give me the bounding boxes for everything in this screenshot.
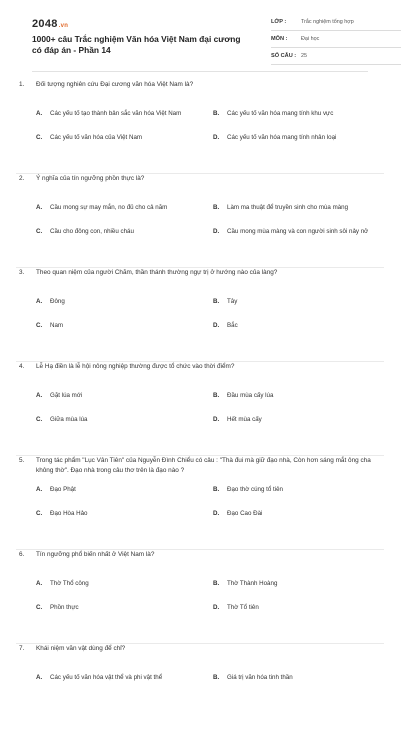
- logo-main: 2048: [32, 18, 58, 30]
- answer-option-d[interactable]: [213, 314, 384, 338]
- answer-option-b[interactable]: [213, 478, 384, 502]
- option-text: Đạo Hòa Hảo: [50, 510, 88, 518]
- answer-options: [16, 572, 384, 620]
- question-body: Tín ngưỡng phổ biến nhất ở Việt Nam là?: [36, 551, 155, 558]
- option-text: Cầu cho đông con, nhiều cháu: [50, 228, 134, 236]
- answer-options: [16, 666, 384, 690]
- option-letter: A.: [36, 392, 43, 400]
- answer-option-a[interactable]: [36, 384, 207, 408]
- answer-option-b[interactable]: [213, 384, 384, 408]
- answer-option-d[interactable]: [213, 408, 384, 432]
- option-letter: A.: [36, 110, 43, 118]
- answer-option-c[interactable]: [36, 126, 207, 150]
- answer-options: [16, 478, 384, 526]
- answer-option-d[interactable]: [213, 220, 384, 244]
- option-letter: D.: [213, 322, 220, 330]
- option-text: Đông: [50, 298, 65, 306]
- answer-option-b[interactable]: [213, 666, 384, 690]
- answer-option-c[interactable]: [36, 502, 207, 526]
- question-body: Ý nghĩa của tín ngưỡng phồn thực là?: [36, 175, 145, 182]
- question-body: Trong tác phẩm "Lục Vân Tiên" của Nguyễn Đình Chiểu có câu : "Thà đui mà giữ đạo nhà, Còn hơn sáng mắt ông cha không thờ". Đạo nhà trong câu thơ trên là đạo nào ?: [36, 457, 371, 474]
- option-letter: C.: [36, 604, 43, 612]
- option-text: Các yếu tố văn hóa vật thể và phi vật thể: [50, 674, 163, 682]
- answer-option-a[interactable]: [36, 478, 207, 502]
- option-letter: A.: [36, 580, 43, 588]
- question-body: Đối tượng nghiên cứu Đại cương văn hóa Việt Nam là?: [36, 81, 194, 88]
- option-letter: D.: [213, 510, 220, 518]
- question-number: 4.: [19, 363, 25, 370]
- answer-options: [16, 290, 384, 338]
- option-letter: B.: [213, 580, 220, 588]
- option-text: Các yếu tố văn hóa mang tính khu vực: [227, 110, 334, 118]
- option-text: Thờ Thổ công: [50, 580, 89, 588]
- document-title: 1000+ câu Trắc nghiệm Văn hóa Việt Nam đại cương có đáp án - Phần 14: [32, 34, 241, 55]
- question-text: [16, 80, 384, 100]
- option-letter: B.: [213, 486, 220, 494]
- answer-options: [16, 384, 384, 432]
- option-letter: A.: [36, 298, 43, 306]
- question-item: [16, 550, 384, 644]
- option-text: Đạo Cao Đài: [227, 510, 263, 518]
- option-text: Nam: [50, 322, 64, 330]
- option-text: Hết mùa cấy: [227, 416, 262, 424]
- option-text: Giữa mùa lúa: [50, 416, 88, 424]
- answer-option-c[interactable]: [36, 220, 207, 244]
- meta-row-subject: [271, 31, 401, 48]
- question-text: [16, 174, 384, 194]
- option-letter: C.: [36, 416, 43, 424]
- question-text: [16, 644, 384, 664]
- option-letter: C.: [36, 510, 43, 518]
- question-item: [16, 456, 384, 550]
- answer-option-b[interactable]: [213, 196, 384, 220]
- question-number: 6.: [19, 551, 25, 558]
- option-text: Các yếu tố tạo thành bản sắc văn hóa Việt Nam: [50, 110, 182, 118]
- answer-option-a[interactable]: [36, 290, 207, 314]
- option-letter: A.: [36, 486, 43, 494]
- answer-option-c[interactable]: [36, 596, 207, 620]
- question-number: 7.: [19, 645, 25, 652]
- option-letter: C.: [36, 228, 43, 236]
- answer-option-c[interactable]: [36, 314, 207, 338]
- option-letter: B.: [213, 204, 220, 212]
- question-number: 1.: [19, 81, 25, 88]
- option-letter: D.: [213, 416, 220, 424]
- option-text: Cầu mong mùa màng và con người sinh sôi nảy nở: [227, 228, 369, 236]
- option-text: Đạo Phật: [50, 486, 76, 494]
- option-letter: D.: [213, 228, 220, 236]
- option-letter: A.: [36, 674, 43, 682]
- option-letter: D.: [213, 134, 220, 142]
- question-text: [16, 550, 384, 570]
- meta-row-class: [271, 14, 401, 31]
- answer-options: [16, 196, 384, 244]
- answer-option-b[interactable]: [213, 290, 384, 314]
- meta-label: MÔN :: [271, 36, 288, 42]
- question-text: [16, 268, 384, 288]
- answer-option-d[interactable]: [213, 502, 384, 526]
- answer-option-d[interactable]: [213, 596, 384, 620]
- answer-option-a[interactable]: [36, 102, 207, 126]
- question-item: [16, 362, 384, 456]
- option-letter: B.: [213, 674, 220, 682]
- option-text: Thờ Thành Hoàng: [227, 580, 278, 588]
- meta-label: LỚP :: [271, 19, 287, 25]
- logo-suffix: .vn: [58, 23, 69, 29]
- option-letter: B.: [213, 298, 220, 306]
- question-body: Theo quan niệm của người Chăm, thần thánh thường ngự trị ở hướng nào của làng?: [36, 269, 278, 276]
- header-divider: [32, 71, 368, 72]
- answer-options: [16, 102, 384, 150]
- site-logo[interactable]: [32, 18, 68, 30]
- question-number: 2.: [19, 175, 25, 182]
- answer-option-b[interactable]: [213, 572, 384, 596]
- option-text: Đạo thờ cúng tổ tiên: [227, 486, 283, 494]
- question-item: [16, 644, 384, 738]
- meta-row-count: [271, 48, 401, 65]
- option-text: Bắc: [227, 322, 238, 330]
- meta-value: Trắc nghiệm tổng hợp: [301, 19, 354, 25]
- answer-option-a[interactable]: [36, 666, 207, 690]
- document-meta: [271, 14, 401, 65]
- answer-option-a[interactable]: [36, 572, 207, 596]
- option-letter: C.: [36, 322, 43, 330]
- question-text: [16, 362, 384, 382]
- answer-option-c[interactable]: [36, 408, 207, 432]
- answer-option-b[interactable]: [213, 102, 384, 126]
- answer-option-d[interactable]: [213, 126, 384, 150]
- answer-option-a[interactable]: [36, 196, 207, 220]
- option-letter: B.: [213, 110, 220, 118]
- meta-label: SỐ CÂU :: [271, 53, 297, 59]
- option-text: Các yếu tố văn hóa mang tính nhân loại: [227, 134, 337, 142]
- option-letter: A.: [36, 204, 43, 212]
- question-item: [16, 80, 384, 174]
- option-letter: D.: [213, 604, 220, 612]
- question-body: Lễ Hạ điền là lễ hội nông nghiệp thường được tổ chức vào thời điểm?: [36, 363, 235, 370]
- option-text: Làm ma thuật để truyền sinh cho mùa màng: [227, 204, 349, 212]
- option-text: Giá trị văn hóa tinh thần: [227, 674, 293, 682]
- option-letter: C.: [36, 134, 43, 142]
- question-number: 3.: [19, 269, 25, 276]
- document-header: [16, 0, 384, 84]
- option-text: Tây: [227, 298, 238, 306]
- option-letter: B.: [213, 392, 220, 400]
- option-text: Gặt lúa mới: [50, 392, 83, 400]
- question-body: Khái niệm văn vật dùng để chỉ?: [36, 645, 126, 652]
- meta-value: Đại học: [301, 36, 320, 42]
- option-text: Phồn thực: [50, 604, 79, 612]
- question-item: [16, 174, 384, 268]
- option-text: Các yếu tố văn hóa của Việt Nam: [50, 134, 143, 142]
- question-item: [16, 268, 384, 362]
- option-text: Thờ Tổ tiên: [227, 604, 259, 612]
- question-number: 5.: [19, 457, 25, 464]
- option-text: Đầu mùa cấy lúa: [227, 392, 274, 400]
- question-text: [16, 456, 384, 476]
- meta-value: 25: [301, 53, 307, 59]
- question-list: [16, 80, 384, 738]
- option-text: Cầu mong sự may mắn, no đủ cho cả năm: [50, 204, 168, 212]
